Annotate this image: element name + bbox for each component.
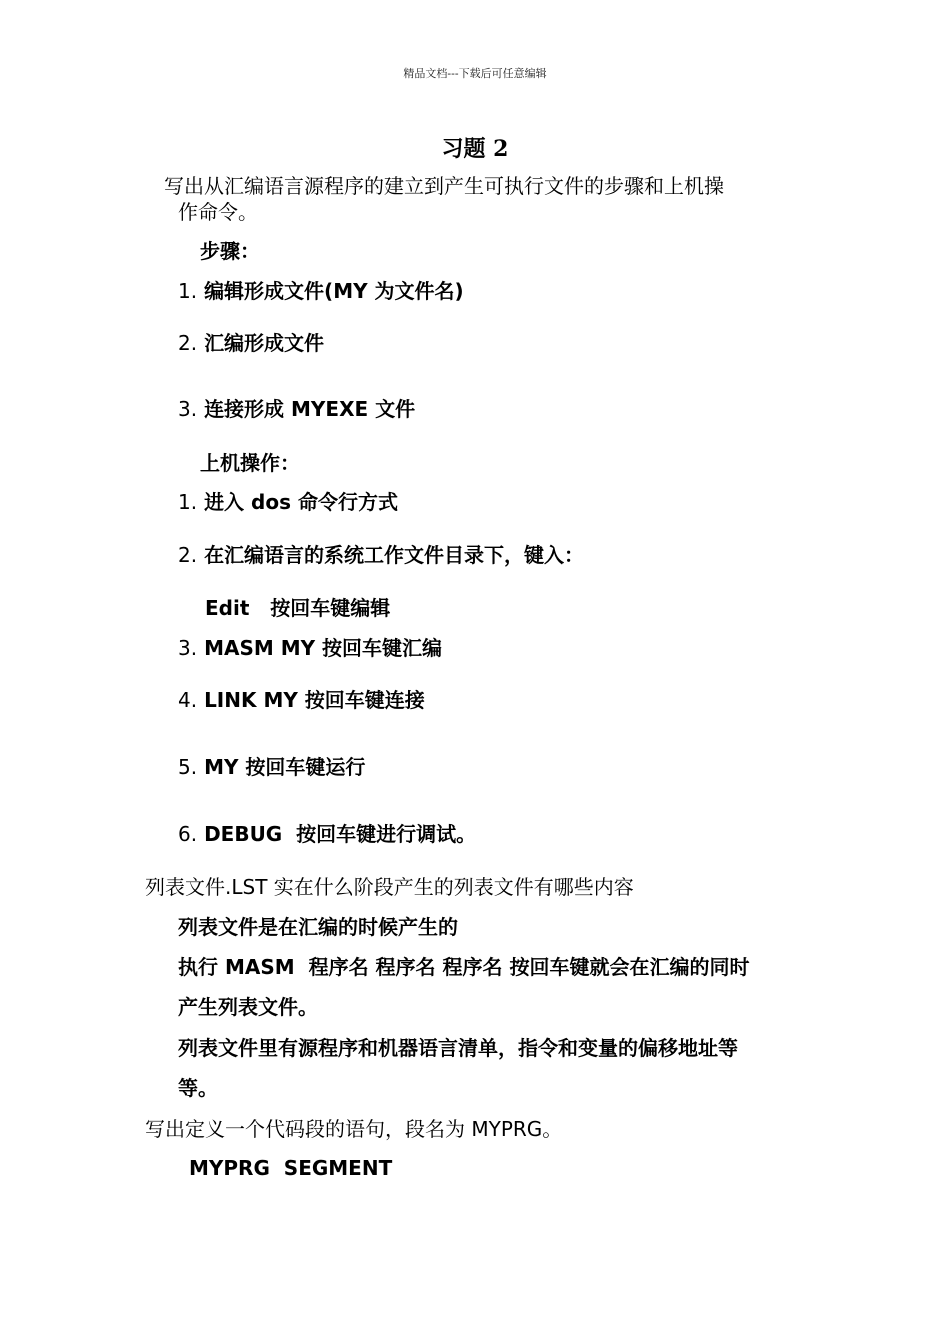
exercise-title: 习题 2 [441,136,509,162]
op-item [178,690,425,710]
op-number: 5. [178,755,198,779]
step-number: 2. [178,331,198,355]
q2-answer-line: 列表文件里有源程序和机器语言清单，指令和变量的偏移地址等 [178,1036,738,1060]
op-item [178,638,442,658]
op-text: 进入 dos 命令行方式 [204,490,398,514]
op-item [178,757,365,777]
q2-answer-line: 列表文件是在汇编的时候产生的 [178,915,458,939]
op-item [178,545,584,565]
q2-answer-line: 等。 [178,1076,218,1100]
step-item [178,333,324,353]
op-item [178,492,398,512]
step-text: 编辑形成文件(MY 为文件名) [204,279,464,303]
op-text: Edit 按回车键编辑 [205,596,391,620]
q1-text-line1: 写出从汇编语言源程序的建立到产生可执行文件的步骤和上机操 [164,174,724,198]
op-number: 2. [178,543,198,567]
q1-text-line2: 作命令。 [178,200,258,224]
q2-question: 列表文件.LST 实在什么阶段产生的列表文件有哪些内容 [145,875,634,899]
op-text: MY 按回车键运行 [204,755,366,779]
op-number: 1. [178,490,198,514]
op-text: DEBUG 按回车键进行调试。 [204,822,477,846]
step-item [178,281,464,301]
step-text: 汇编形成文件 [204,331,325,355]
op-text: 在汇编语言的系统工作文件目录下，键入： [204,543,585,567]
q2-answer-line: 执行 MASM 程序名 程序名 程序名 按回车键就会在汇编的同时 [178,955,750,979]
op-number: 4. [178,688,198,712]
op-text: LINK MY 按回车键连接 [204,688,425,712]
page-header: 精品文档---下载后可任意编辑 [403,67,547,80]
op-text: MASM MY 按回车键汇编 [204,636,443,660]
op-item [205,598,390,618]
q2-answer-line: 产生列表文件。 [178,995,318,1019]
op-item [178,824,476,844]
step-number: 1. [178,279,198,303]
ops-label: 上机操作： [200,451,300,475]
step-item [178,399,415,419]
op-number: 6. [178,822,198,846]
step-text: 连接形成 MYEXE 文件 [204,397,416,421]
q3-answer: MYPRG SEGMENT [189,1156,393,1180]
steps-label: 步骤： [200,239,260,263]
q3-question: 写出定义一个代码段的语句，段名为 MYPRG。 [145,1117,563,1141]
step-number: 3. [178,397,198,421]
op-number: 3. [178,636,198,660]
